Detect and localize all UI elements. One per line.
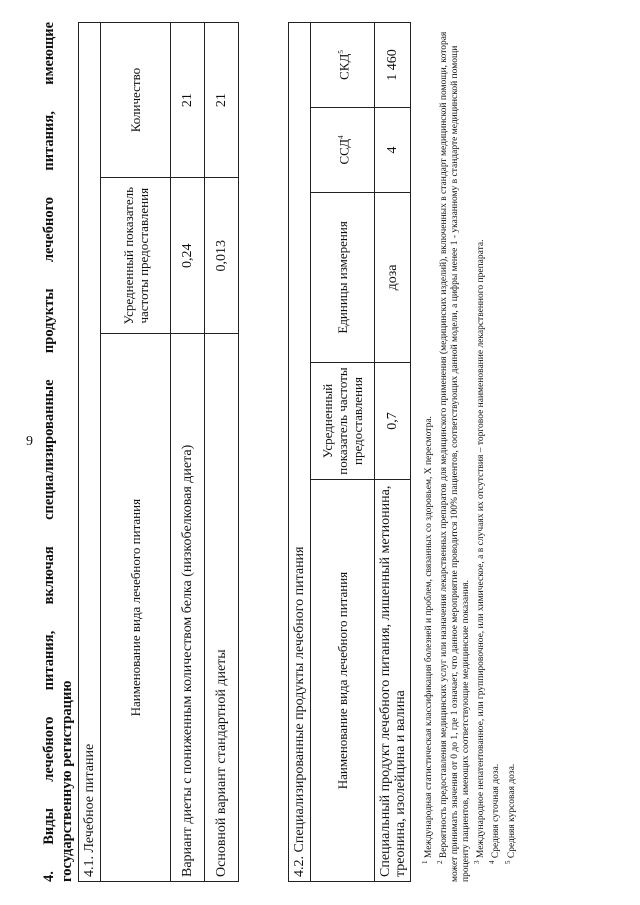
table-cell: 0,013 <box>205 178 239 334</box>
page-number: 9 <box>26 434 33 449</box>
specialized-products-table <box>288 22 411 882</box>
column-header: Наименование вида лечебного питания <box>311 480 375 882</box>
heading-line-1: 4. Виды лечебного питания, включая специализированные продукты лечебного питания, имеющие <box>41 22 57 882</box>
table-cell: 21 <box>171 23 205 178</box>
table-caption: 4.1. Лечебное питание <box>79 23 101 882</box>
footnote: $^3$ Международное непатентованное, или группировочное, или химическое, а в случаях их отсутствия – торговое наименование лекарственного препарата. <box>473 239 487 864</box>
table-row <box>375 23 411 882</box>
footnotes <box>420 22 518 882</box>
table-cell: доза <box>375 192 411 362</box>
heading-line-2: государственную регистрацию <box>59 680 75 882</box>
section-heading <box>40 22 76 882</box>
footnote: $^4$ Средняя суточная доза. <box>488 763 502 864</box>
column-header: Единицы измерения <box>311 192 375 362</box>
column-header <box>311 108 375 193</box>
footnote: $^1$ Международная статистическая классификация болезней и проблем, связанных со здоровьем, X пересмотра. <box>421 416 435 864</box>
table-cell: Основной вариант стандартной диеты <box>205 334 239 882</box>
footnote-ref: 4 <box>336 135 345 139</box>
table-cell: 0,24 <box>171 178 205 334</box>
column-header: Усредненный показатель частоты предоставления <box>311 362 375 479</box>
table-cell: 0,7 <box>375 362 411 479</box>
header-ssd: ССД <box>336 138 352 165</box>
footnote: $^2$ Вероятность предоставления медицинских услуг или назначения лекарственных препаратов для медицинского применения (медицинских изделий), включенных в стандарт медицинской помощи, которая может принимать значения от 0 до 1, где 1 означает, что данное мероприятие проводится 100% пациентов, соответствующих данной модели, а цифры менее 1 - указанному в стандарте медицинской помощи проценту пациентов, имеющих соответствующие медицинские показания. <box>436 31 472 882</box>
table-row <box>171 23 205 882</box>
table-row <box>205 23 239 882</box>
column-header: Усредненный показатель частоты предоставления <box>101 178 171 334</box>
footnote-ref: 5 <box>336 50 345 54</box>
header-skd: СКД <box>336 53 352 80</box>
footnote: $^5$ Средняя курсовая доза. <box>503 763 517 864</box>
column-header <box>311 23 375 108</box>
column-header: Количество <box>101 23 171 178</box>
table-cell: Вариант диеты с пониженным количеством белка (низкобелковая диета) <box>171 334 205 882</box>
table-cell: 21 <box>205 23 239 178</box>
table-cell: 4 <box>375 108 411 193</box>
rotated-page-content <box>20 22 620 882</box>
column-header: Наименование вида лечебного питания <box>101 334 171 882</box>
table-caption: 4.2. Специализированные продукты лечебного питания <box>289 23 311 882</box>
therapeutic-nutrition-table <box>78 22 239 882</box>
table-cell: 1 460 <box>375 23 411 108</box>
table-cell: Специальный продукт лечебного питания, лишенный метионина, треонина, изолейцина и валина <box>375 480 411 882</box>
